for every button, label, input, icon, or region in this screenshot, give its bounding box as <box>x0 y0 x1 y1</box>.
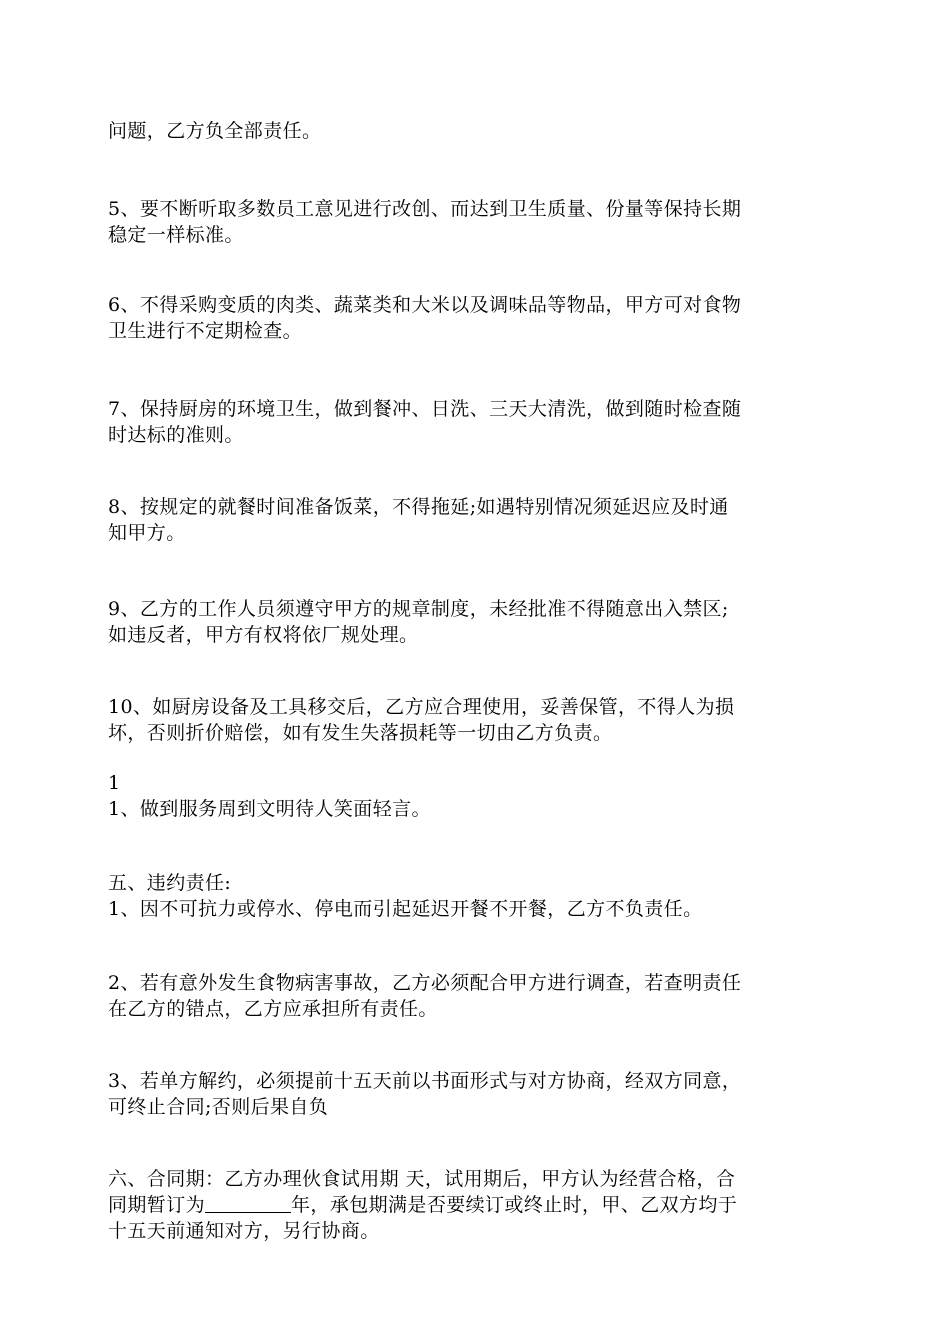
term-text-after: 年，承包期满是否要续订或终止时，甲、乙双方均于 <box>291 1194 738 1216</box>
paragraph-line: 3、若单方解约，必须提前十五天前以书面形式与对方协商，经双方同意， <box>108 1070 742 1092</box>
paragraph-line: 2、若有意外发生食物病害事故，乙方必须配合甲方进行调查，若查明责任 <box>108 972 742 994</box>
page-number: 1 <box>108 772 121 794</box>
paragraph-line: 8、按规定的就餐时间准备饭菜，不得拖延;如遇特别情况须延迟应及时通 <box>108 496 729 518</box>
paragraph-line: 5、要不断听取多数员工意见进行改创、而达到卫生质量、份量等保持长期 <box>108 198 742 220</box>
paragraph-line: 可终止合同;否则后果自负 <box>108 1096 329 1118</box>
paragraph-line: 知甲方。 <box>108 522 186 544</box>
section-heading: 六、合同期：乙方办理伙食试用期 天，试用期后，甲方认为经营合格，合 <box>108 1168 736 1190</box>
paragraph-line: 6、不得采购变质的肉类、蔬菜类和大米以及调味品等物品，甲方可对食物 <box>108 294 742 316</box>
paragraph-line: 7、保持厨房的环境卫生，做到餐冲、日洗、三天大清洗，做到随时检查随 <box>108 398 742 420</box>
paragraph-line: 1、因不可抗力或停水、停电而引起延迟开餐不开餐，乙方不负责任。 <box>108 898 703 920</box>
fill-in-blank <box>205 1194 291 1213</box>
paragraph-line: 问题，乙方负全部责任。 <box>108 120 322 142</box>
paragraph-line: 十五天前通知对方，另行协商。 <box>108 1220 380 1242</box>
term-text-before: 同期暂订为 <box>108 1194 206 1216</box>
paragraph-line: 时达标的准则。 <box>108 424 244 446</box>
paragraph-line: 稳定一样标准。 <box>108 224 244 246</box>
paragraph-line: 坏，否则折价赔偿，如有发生失落损耗等一切由乙方负责。 <box>108 722 613 744</box>
paragraph-line: 如违反者，甲方有权将依厂规处理。 <box>108 624 419 646</box>
paragraph-line <box>108 1192 844 1218</box>
paragraph-line: 卫生进行不定期检查。 <box>108 320 303 342</box>
paragraph-line: 在乙方的错点，乙方应承担所有责任。 <box>108 998 438 1020</box>
paragraph-line: 10、如厨房设备及工具移交后，乙方应合理使用，妥善保管，不得人为损 <box>108 696 735 718</box>
section-heading: 五、违约责任: <box>108 872 232 894</box>
paragraph-line: 1、做到服务周到文明待人笑面轻言。 <box>108 798 431 820</box>
paragraph-line: 9、乙方的工作人员须遵守甲方的规章制度，未经批准不得随意出入禁区; <box>108 598 729 620</box>
